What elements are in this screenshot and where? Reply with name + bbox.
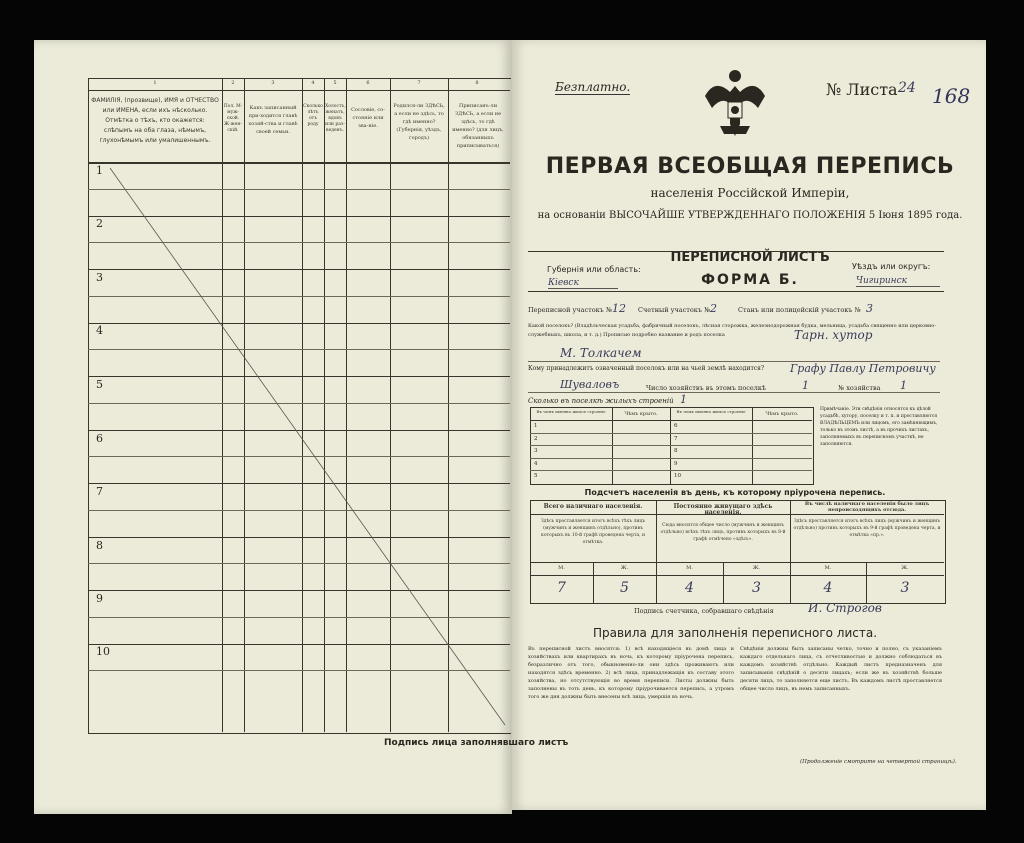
stan-value: 3 xyxy=(866,302,873,315)
form-main-title: ПЕРВАЯ ВСЕОБЩАЯ ПЕРЕПИСЬ xyxy=(545,154,955,179)
dwellings-row-number: 6 xyxy=(674,423,678,429)
count-f-1: Ж. xyxy=(620,565,629,571)
count-m-1: М. xyxy=(558,565,565,571)
dwellings-row-number: 3 xyxy=(534,448,538,454)
dwellings-row-number: 10 xyxy=(674,473,681,479)
row-number-1: 1 xyxy=(96,164,103,177)
row-number-10: 10 xyxy=(96,645,110,658)
district-label: Уѣздъ или округъ: xyxy=(852,262,931,271)
col-number-8: 8 xyxy=(475,80,479,86)
household-number-label: № хозяйства xyxy=(838,384,881,392)
form-subtitle-1: населенія Россійской Имперіи, xyxy=(650,186,850,200)
district-value: Чигиринск xyxy=(856,276,940,287)
count-col-2-desc: Сюда вносится общее число (мужчинъ и женщинъ отдѣльно) всѣхъ тѣхъ лицъ, противъ которыхъ въ 8-й графѣ отмѣчено «здѣсь». xyxy=(660,523,786,542)
dwellings-row-line xyxy=(530,445,812,446)
stan-label: Станъ или полицейскій участокъ № xyxy=(738,306,861,314)
dwellings-row-number: 8 xyxy=(674,448,678,454)
settlement-label: Какой поселокъ? (Владѣльческая усадьба, фабричный поселокъ, лѣсная сторожка, железнодорожная будка, мельница, усадьба священно или церковно-служебныхъ, школа, и т. д.) Прописью подробно название и родъ поселка xyxy=(528,323,936,338)
row-number-3: 3 xyxy=(96,271,103,284)
dwellings-header-1: Въ чемъ именно жилое строеніе xyxy=(536,409,606,414)
col-number-3: 3 xyxy=(271,80,275,86)
col-number-2: 2 xyxy=(231,80,235,86)
count-col-3-desc: Здѣсь проставляется итогъ всѣхъ лицъ (мужчинъ и женщинъ отдѣльно) противъ которыхъ въ 9-й графѣ проведена черта, и отмѣтка «пр.». xyxy=(793,519,941,538)
settlement-value: Тарн. хутор xyxy=(794,328,873,342)
dwellings-row-number: 5 xyxy=(534,473,538,479)
col-number-5: 5 xyxy=(333,80,337,86)
count-value-m-3: 4 xyxy=(823,580,833,596)
household-number-value: 1 xyxy=(900,379,907,392)
rules-footer: (Продолженіе смотрите на четвертой страницѣ). xyxy=(800,759,957,765)
count-col-1-title: Всего наличнаго населенія. xyxy=(543,503,643,510)
count-value-m-1: 7 xyxy=(557,580,566,596)
col4-header: Сколько лѣтъ отъ роду xyxy=(303,104,323,127)
count-f-2: Ж. xyxy=(752,565,761,571)
households-label: Число хозяйствъ въ этомъ поселкѣ xyxy=(646,384,766,392)
count-value-f-3: 3 xyxy=(900,580,910,596)
census-section-value: 12 xyxy=(612,302,626,315)
count-col-3-title: Въ числѣ наличнаго населенія было лицъ непроисходящихъ отсюда. xyxy=(804,501,930,513)
counter-signature-value: И. Строгов xyxy=(808,601,882,615)
col1-header: ФАМИЛІЯ, (прозвище), ИМЯ и ОТЧЕСТВО или ИМЕНА, если ихъ нѣсколько. Отмѣтка о тѣхъ, кто окажется: слѣпымъ на оба глаза, нѣмымъ, глухонѣмымъ или умалишеннымъ. xyxy=(91,97,219,144)
dwellings-header-4: Чѣмъ крыто. xyxy=(765,411,799,417)
count-m-2: М. xyxy=(686,565,693,571)
row-number-4: 4 xyxy=(96,324,103,337)
left-signature-label: Подпись лица заполнявшаго листъ xyxy=(384,738,569,748)
col-number-1: 1 xyxy=(153,80,157,86)
dwellings-row-number: 1 xyxy=(534,423,538,429)
sheet-number-label: № Листа xyxy=(826,80,898,99)
dwellings-table xyxy=(530,407,814,485)
row-number-7: 7 xyxy=(96,485,103,498)
form-subtitle-2: на основаніи ВЫСОЧАЙШЕ УТВЕРЖДЕННАГО ПОЛОЖЕНІЯ 5 Іюня 1895 года. xyxy=(537,210,963,221)
count-col-2-title: Постоянно живущаго здѣсь населенія. xyxy=(673,503,773,516)
remark-text: Примѣчаніе. Эти свѣдѣнія относятся къ цѣлой усадьбѣ, хутору, поселку и т. п. и проставляются ВЛАДѢЛЬЦЕМЪ или лицомъ, его замѣняющимъ, только въ этомъ листѣ, а въ прочихъ листахъ, заполняемыхъ въ переписномъ участкѣ, не заполняются. xyxy=(820,407,938,447)
count-value-f-1: 5 xyxy=(620,580,629,596)
row-number-5: 5 xyxy=(96,378,103,391)
count-value-m-2: 4 xyxy=(685,580,694,596)
dwellings-row-number: 7 xyxy=(674,436,678,442)
province-label: Губернія или область: xyxy=(547,265,641,274)
col7-header: Родился-ли ЗДѢСЬ, а если не здѣсь, то гдѣ именно? (Губернія, уѣздъ, городъ) xyxy=(393,103,445,141)
sheet-number-value: 24 xyxy=(898,80,916,96)
count-value-f-2: 3 xyxy=(752,580,761,596)
count-section-label: Счетный участокъ № xyxy=(638,306,711,314)
owner-value-2: Шуваловъ xyxy=(560,378,620,391)
count-col-1-desc: Здѣсь проставляется итогъ всѣхъ тѣхъ лицъ (мужчинъ и женщинъ отдѣльно), противъ которыхъ въ 10-й графѣ проведена черта, и отмѣтка. xyxy=(540,519,646,545)
col5-header: Холостъ, женатъ, вдовъ или раз-веденъ. xyxy=(325,104,346,133)
rules-right-text: Свѣдѣнія должны быть записаны четко, точно и полно, съ указаніемъ каждаго отдельнаго лица, съ отчетливостью и должно соблюдаться въ каждомъ хозяйствѣ отдѣльно. Каждый листъ предназначенъ для записыванія свѣдѣній о десяти лицахъ; если же въ хозяйствѣ больше десяти лицъ, то заполняется еще листъ. Въ каждомъ листѣ проставляется общее число лицъ, въ немъ записанныхъ. xyxy=(740,646,942,692)
free-label: Безплатно. xyxy=(555,80,631,94)
row-number-9: 9 xyxy=(96,592,103,605)
col-number-7: 7 xyxy=(417,80,421,86)
dwellings-header-2: Чѣмъ крыто. xyxy=(624,411,658,417)
col8-header: Приписанъ-ли ЗДѢСЬ, а если не здѣсь, то гдѣ именно? (для лицъ, обязанныхъ приписываться) xyxy=(452,103,504,149)
imperial-eagle-emblem xyxy=(700,66,770,146)
owner-value: Графу Павлу Петровичу xyxy=(790,362,936,375)
row-number-6: 6 xyxy=(96,432,103,445)
col-number-6: 6 xyxy=(366,80,370,86)
margin-number: 168 xyxy=(932,84,971,108)
col6-header: Сословіе, со-стояніе или зва-ніе. xyxy=(351,107,385,129)
rules-left-text: Въ переписной листъ вносятся: 1) всѣ находящіеся въ домѣ лица и хозяйствахъ или квартирахъ въ ночь, къ которому пріурочена перепись, безразлично отъ того, обыкновенно-ли они здѣсь проживаютъ или находятся здѣсь временно. 2) всѣ лица, принадлежащія къ составу этого хозяйства, но отсутствующія во время переписи. Листы должны быть заполнены въ тоть день, къ которому пріурочивается перепись, а утромъ того же дня должны быть внесены всѣ лица, умершія въ ночь. xyxy=(528,646,734,700)
settlement-value-2: М. Толкачем xyxy=(560,346,642,360)
counter-signature-label: Подпись счетчика, собравшаго свѣдѣнія xyxy=(634,607,774,615)
dwellings-row-number: 4 xyxy=(534,461,538,467)
dwellings-row-line xyxy=(530,470,812,471)
province-value: Кіевск xyxy=(548,278,618,289)
col3-header: Какъ записанный при-ходится главѣ хозяй-ства и главѣ своей семьи. xyxy=(248,105,298,135)
dwellings-row-line xyxy=(530,458,812,459)
dwellings-row-line xyxy=(530,433,812,434)
row-number-2: 2 xyxy=(96,217,103,230)
dwellings-header-3: Въ чемъ именно жилое строеніе xyxy=(676,409,746,414)
col2-header: Пол. М-муж-ской. Ж-жен-скій. xyxy=(223,104,243,133)
dwellings-label: Сколько въ поселкѣ жилыхъ строеній xyxy=(528,397,674,405)
dwellings-value: 1 xyxy=(680,393,687,406)
rules-title: Правила для заполненія переписного листа. xyxy=(592,626,878,640)
form-name: ФОРМА Б. xyxy=(701,272,799,288)
households-value: 1 xyxy=(802,379,809,392)
population-count-heading: Подсчетъ населенія въ день, къ которому пріурочена перепись. xyxy=(584,488,886,497)
form-title: ПЕРЕПИСНОЙ ЛИСТЪ xyxy=(670,250,830,265)
owner-label: Кому принадлежитъ означенный поселокъ или на чьей землѣ находится? xyxy=(528,365,765,372)
dwellings-row-number: 9 xyxy=(674,461,678,467)
census-section-label: Переписной участокъ № xyxy=(528,306,613,314)
col-number-4: 4 xyxy=(311,80,315,86)
row-number-8: 8 xyxy=(96,539,103,552)
count-section-value: 2 xyxy=(710,302,717,315)
count-f-3: Ж. xyxy=(901,565,909,571)
count-m-3: М. xyxy=(824,565,832,571)
dwellings-row-number: 2 xyxy=(534,436,538,442)
